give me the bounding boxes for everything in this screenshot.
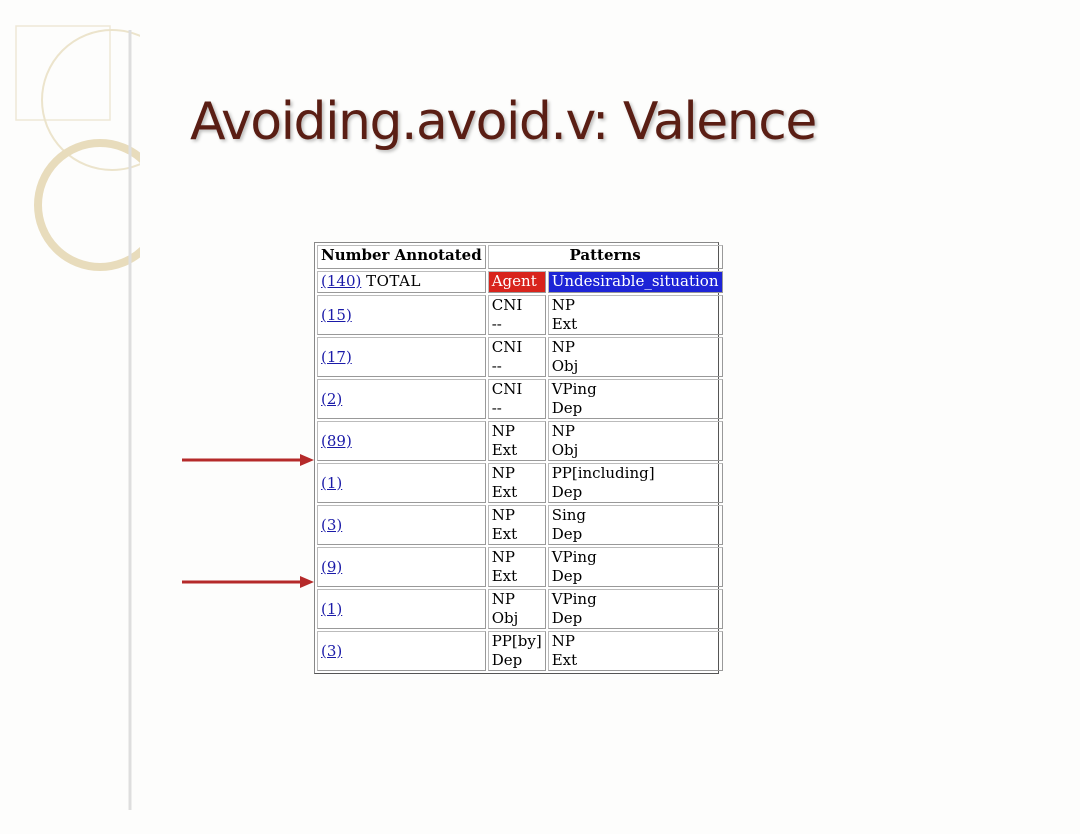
- count-link[interactable]: (9): [321, 557, 343, 576]
- agent-pattern-cell: [488, 505, 546, 545]
- agent-pattern-cell: [488, 463, 546, 503]
- count-cell: [317, 337, 486, 377]
- slide-title: Avoiding.avoid.v: Valence: [190, 92, 816, 152]
- agent-phrase-type: NP: [491, 464, 515, 482]
- total-count-link[interactable]: (140): [321, 272, 362, 290]
- undesirable-grammatical-function: Obj: [551, 441, 579, 459]
- count-link[interactable]: (3): [321, 641, 343, 660]
- undesirable-phrase-type: NP: [551, 632, 575, 650]
- agent-phrase-type: PP[by]: [491, 632, 542, 650]
- undesirable-grammatical-function: Dep: [551, 399, 583, 417]
- count-cell: [317, 463, 486, 503]
- undesirable-pattern-cell: [548, 589, 723, 629]
- agent-phrase-type: NP: [491, 506, 515, 524]
- agent-grammatical-function: --: [491, 399, 502, 417]
- count-cell: [317, 421, 486, 461]
- agent-phrase-type: NP: [491, 590, 515, 608]
- agent-pattern-cell: [488, 631, 546, 671]
- agent-grammatical-function: --: [491, 315, 502, 333]
- table-row: [317, 631, 723, 671]
- count-cell: [317, 505, 486, 545]
- total-cell: [317, 271, 486, 293]
- agent-grammatical-function: Ext: [491, 525, 518, 543]
- header-number-annotated: Number Annotated: [317, 245, 486, 269]
- undesirable-grammatical-function: Ext: [551, 315, 578, 333]
- table-row: [317, 589, 723, 629]
- count-link[interactable]: (15): [321, 305, 352, 324]
- undesirable-pattern-cell: [548, 379, 723, 419]
- agent-phrase-type: CNI: [491, 296, 523, 314]
- undesirable-grammatical-function: Dep: [551, 483, 583, 501]
- agent-grammatical-function: Ext: [491, 567, 518, 585]
- undesirable-pattern-cell: [548, 421, 723, 461]
- agent-grammatical-function: Dep: [491, 651, 523, 669]
- undesirable-grammatical-function: Dep: [551, 567, 583, 585]
- undesirable-pattern-cell: [548, 505, 723, 545]
- undesirable-pattern-cell: [548, 337, 723, 377]
- count-link[interactable]: (17): [321, 347, 352, 366]
- agent-header-cell: Agent: [488, 271, 546, 293]
- header-patterns: Patterns: [488, 245, 723, 269]
- decorative-circles: [0, 0, 140, 834]
- count-cell: [317, 631, 486, 671]
- agent-phrase-type: CNI: [491, 380, 523, 398]
- count-link[interactable]: (89): [321, 431, 352, 450]
- undesirable-pattern-cell: [548, 295, 723, 335]
- count-link[interactable]: (1): [321, 473, 343, 492]
- count-link[interactable]: (1): [321, 599, 343, 618]
- undesirable-phrase-type: NP: [551, 422, 575, 440]
- table-row: [317, 547, 723, 587]
- undesirable-pattern-cell: [548, 547, 723, 587]
- table-row: [317, 505, 723, 545]
- agent-grammatical-function: --: [491, 357, 502, 375]
- table-row: [317, 337, 723, 377]
- count-link[interactable]: (2): [321, 389, 343, 408]
- table-row: [317, 295, 723, 335]
- agent-pattern-cell: [488, 421, 546, 461]
- undesirable-grammatical-function: Ext: [551, 651, 578, 669]
- table-row: [317, 463, 723, 503]
- undesirable-phrase-type: NP: [551, 338, 575, 356]
- undesirable-phrase-type: VPing: [551, 548, 597, 566]
- count-cell: [317, 295, 486, 335]
- agent-pattern-cell: [488, 589, 546, 629]
- count-link[interactable]: (3): [321, 515, 343, 534]
- agent-grammatical-function: Ext: [491, 483, 518, 501]
- undesirable-pattern-cell: [548, 463, 723, 503]
- agent-pattern-cell: [488, 379, 546, 419]
- agent-grammatical-function: Ext: [491, 441, 518, 459]
- agent-pattern-cell: [488, 547, 546, 587]
- arrow-pointer-89: [182, 453, 314, 467]
- arrow-pointer-9: [182, 575, 314, 589]
- undesirable-phrase-type: NP: [551, 296, 575, 314]
- agent-pattern-cell: [488, 295, 546, 335]
- agent-phrase-type: NP: [491, 548, 515, 566]
- undesirable-pattern-cell: [548, 631, 723, 671]
- total-row: [317, 271, 723, 293]
- count-cell: [317, 547, 486, 587]
- table-row: [317, 379, 723, 419]
- count-cell: [317, 379, 486, 419]
- undesirable-phrase-type: Sing: [551, 506, 587, 524]
- table-row: [317, 421, 723, 461]
- undesirable-grammatical-function: Dep: [551, 525, 583, 543]
- undesirable-grammatical-function: Dep: [551, 609, 583, 627]
- undesirable-phrase-type: PP[including]: [551, 464, 655, 482]
- valence-table: [314, 242, 719, 674]
- count-cell: [317, 589, 486, 629]
- undesirable-phrase-type: VPing: [551, 590, 597, 608]
- agent-grammatical-function: Obj: [491, 609, 519, 627]
- total-label: TOTAL: [366, 272, 421, 290]
- agent-phrase-type: NP: [491, 422, 515, 440]
- undesirable-grammatical-function: Obj: [551, 357, 579, 375]
- agent-phrase-type: CNI: [491, 338, 523, 356]
- undesirable-phrase-type: VPing: [551, 380, 597, 398]
- agent-pattern-cell: [488, 337, 546, 377]
- undesirable-situation-header-cell: Undesirable_situation: [548, 271, 723, 293]
